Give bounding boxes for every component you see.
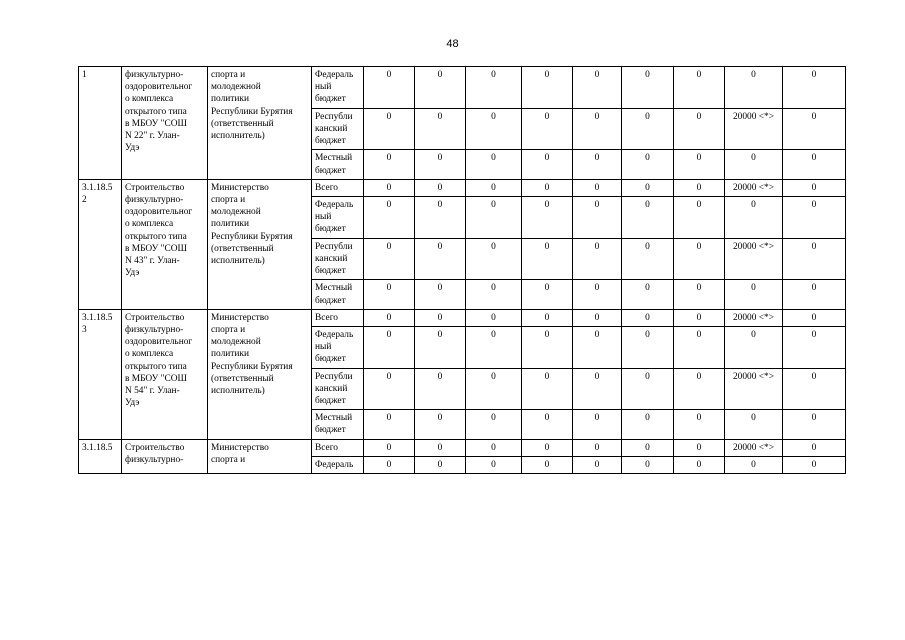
funding-source-cell: Федераль ный бюджет <box>312 326 364 368</box>
amount-cell: 20000 <*> <box>725 238 783 280</box>
amount-cell: 0 <box>783 326 846 368</box>
amount-cell: 0 <box>364 238 415 280</box>
amount-cell: 0 <box>522 326 573 368</box>
amount-cell: 0 <box>783 456 846 473</box>
amount-cell: 0 <box>622 280 674 309</box>
amount-cell: 0 <box>364 196 415 238</box>
amount-cell: 0 <box>783 108 846 150</box>
amount-cell: 0 <box>783 410 846 439</box>
amount-cell: 0 <box>622 410 674 439</box>
amount-cell: 0 <box>674 439 725 456</box>
amount-cell: 0 <box>364 280 415 309</box>
amount-cell: 0 <box>622 238 674 280</box>
funding-source-cell: Местный бюджет <box>312 150 364 179</box>
amount-cell: 0 <box>364 326 415 368</box>
funding-source-cell: Всего <box>312 179 364 196</box>
amount-cell: 0 <box>522 196 573 238</box>
amount-cell: 0 <box>622 196 674 238</box>
amount-cell: 0 <box>674 309 725 326</box>
amount-cell: 0 <box>783 179 846 196</box>
amount-cell: 0 <box>622 309 674 326</box>
amount-cell: 0 <box>622 67 674 109</box>
amount-cell: 0 <box>622 326 674 368</box>
amount-cell: 0 <box>783 439 846 456</box>
amount-cell: 0 <box>415 439 466 456</box>
amount-cell: 0 <box>466 326 522 368</box>
amount-cell: 0 <box>415 456 466 473</box>
amount-cell: 0 <box>674 179 725 196</box>
measure-name-cell: Строительство физкультурно- оздоровительног о комплекса открытого типа в МБОУ "СОШ N 43" г. Улан- Удэ <box>122 179 208 309</box>
funding-source-cell: Федераль ный бюджет <box>312 67 364 109</box>
amount-cell: 20000 <*> <box>725 368 783 410</box>
amount-cell: 0 <box>415 238 466 280</box>
amount-cell: 0 <box>573 456 622 473</box>
executor-cell: Министерство спорта и молодежной политики Республики Бурятия (ответственный исполнитель) <box>208 179 312 309</box>
funding-source-cell: Республи канский бюджет <box>312 368 364 410</box>
amount-cell: 0 <box>573 410 622 439</box>
amount-cell: 0 <box>364 456 415 473</box>
amount-cell: 0 <box>415 280 466 309</box>
funding-source-cell: Республи канский бюджет <box>312 238 364 280</box>
amount-cell: 0 <box>573 179 622 196</box>
amount-cell: 0 <box>573 368 622 410</box>
table-row <box>79 439 846 456</box>
amount-cell: 0 <box>522 439 573 456</box>
amount-cell: 0 <box>522 410 573 439</box>
amount-cell: 0 <box>622 150 674 179</box>
amount-cell: 0 <box>573 150 622 179</box>
amount-cell: 0 <box>573 280 622 309</box>
amount-cell: 0 <box>364 67 415 109</box>
amount-cell: 0 <box>466 410 522 439</box>
amount-cell: 0 <box>522 150 573 179</box>
amount-cell: 0 <box>466 108 522 150</box>
amount-cell: 0 <box>674 368 725 410</box>
amount-cell: 0 <box>466 456 522 473</box>
amount-cell: 0 <box>522 238 573 280</box>
amount-cell: 0 <box>364 150 415 179</box>
amount-cell: 0 <box>364 439 415 456</box>
amount-cell: 20000 <*> <box>725 179 783 196</box>
amount-cell: 0 <box>725 410 783 439</box>
amount-cell: 0 <box>783 238 846 280</box>
amount-cell: 20000 <*> <box>725 108 783 150</box>
amount-cell: 0 <box>415 326 466 368</box>
amount-cell: 0 <box>522 456 573 473</box>
amount-cell: 0 <box>364 309 415 326</box>
amount-cell: 0 <box>415 368 466 410</box>
amount-cell: 0 <box>415 179 466 196</box>
amount-cell: 0 <box>622 456 674 473</box>
amount-cell: 0 <box>415 196 466 238</box>
amount-cell: 0 <box>622 108 674 150</box>
amount-cell: 0 <box>573 238 622 280</box>
amount-cell: 0 <box>674 456 725 473</box>
funding-source-cell: Местный бюджет <box>312 280 364 309</box>
executor-cell: спорта и молодежной политики Республики Бурятия (ответственный исполнитель) <box>208 67 312 180</box>
amount-cell: 0 <box>364 410 415 439</box>
amount-cell: 0 <box>466 196 522 238</box>
amount-cell: 0 <box>573 196 622 238</box>
table-row <box>79 309 846 326</box>
amount-cell: 0 <box>364 368 415 410</box>
amount-cell: 20000 <*> <box>725 309 783 326</box>
funding-source-cell: Местный бюджет <box>312 410 364 439</box>
amount-cell: 0 <box>674 150 725 179</box>
amount-cell: 0 <box>725 150 783 179</box>
amount-cell: 0 <box>466 238 522 280</box>
amount-cell: 20000 <*> <box>725 439 783 456</box>
amount-cell: 0 <box>522 108 573 150</box>
measure-code-cell: 3.1.18.5 2 <box>79 179 122 309</box>
amount-cell: 0 <box>783 368 846 410</box>
amount-cell: 0 <box>522 179 573 196</box>
funding-source-cell: Всего <box>312 309 364 326</box>
amount-cell: 0 <box>466 309 522 326</box>
amount-cell: 0 <box>622 179 674 196</box>
measure-name-cell: физкультурно- оздоровительног о комплекса открытого типа в МБОУ "СОШ N 22" г. Улан- Удэ <box>122 67 208 180</box>
amount-cell: 0 <box>415 108 466 150</box>
amount-cell: 0 <box>622 439 674 456</box>
amount-cell: 0 <box>466 439 522 456</box>
amount-cell: 0 <box>415 150 466 179</box>
amount-cell: 0 <box>674 67 725 109</box>
amount-cell: 0 <box>725 280 783 309</box>
amount-cell: 0 <box>466 179 522 196</box>
measure-code-cell: 1 <box>79 67 122 180</box>
amount-cell: 0 <box>783 150 846 179</box>
amount-cell: 0 <box>364 179 415 196</box>
amount-cell: 0 <box>783 196 846 238</box>
executor-cell: Министерство спорта и <box>208 439 312 473</box>
amount-cell: 0 <box>415 410 466 439</box>
amount-cell: 0 <box>364 108 415 150</box>
amount-cell: 0 <box>573 326 622 368</box>
amount-cell: 0 <box>783 309 846 326</box>
amount-cell: 0 <box>466 368 522 410</box>
amount-cell: 0 <box>522 309 573 326</box>
amount-cell: 0 <box>573 108 622 150</box>
amount-cell: 0 <box>725 456 783 473</box>
amount-cell: 0 <box>674 410 725 439</box>
amount-cell: 0 <box>725 67 783 109</box>
amount-cell: 0 <box>522 280 573 309</box>
amount-cell: 0 <box>783 280 846 309</box>
amount-cell: 0 <box>522 368 573 410</box>
measure-name-cell: Строительство физкультурно- оздоровительног о комплекса открытого типа в МБОУ "СОШ N 54" г. Улан- Удэ <box>122 309 208 439</box>
amount-cell: 0 <box>674 326 725 368</box>
page-number: 48 <box>446 38 459 50</box>
amount-cell: 0 <box>674 196 725 238</box>
amount-cell: 0 <box>466 67 522 109</box>
amount-cell: 0 <box>622 368 674 410</box>
amount-cell: 0 <box>674 108 725 150</box>
measure-code-cell: 3.1.18.5 3 <box>79 309 122 439</box>
amount-cell: 0 <box>783 67 846 109</box>
amount-cell: 0 <box>725 196 783 238</box>
funding-source-cell: Всего <box>312 439 364 456</box>
measure-code-cell: 3.1.18.5 <box>79 439 122 473</box>
table-row <box>79 67 846 109</box>
amount-cell: 0 <box>466 280 522 309</box>
table-row <box>79 179 846 196</box>
amount-cell: 0 <box>573 309 622 326</box>
amount-cell: 0 <box>522 67 573 109</box>
amount-cell: 0 <box>674 280 725 309</box>
amount-cell: 0 <box>725 326 783 368</box>
amount-cell: 0 <box>466 150 522 179</box>
funding-source-cell: Федераль <box>312 456 364 473</box>
funding-source-cell: Республи канский бюджет <box>312 108 364 150</box>
amount-cell: 0 <box>674 238 725 280</box>
amount-cell: 0 <box>415 309 466 326</box>
amount-cell: 0 <box>573 439 622 456</box>
amount-cell: 0 <box>573 67 622 109</box>
measure-name-cell: Строительство физкультурно- <box>122 439 208 473</box>
executor-cell: Министерство спорта и молодежной политики Республики Бурятия (ответственный исполнитель) <box>208 309 312 439</box>
amount-cell: 0 <box>415 67 466 109</box>
budget-table <box>78 66 846 474</box>
funding-source-cell: Федераль ный бюджет <box>312 196 364 238</box>
